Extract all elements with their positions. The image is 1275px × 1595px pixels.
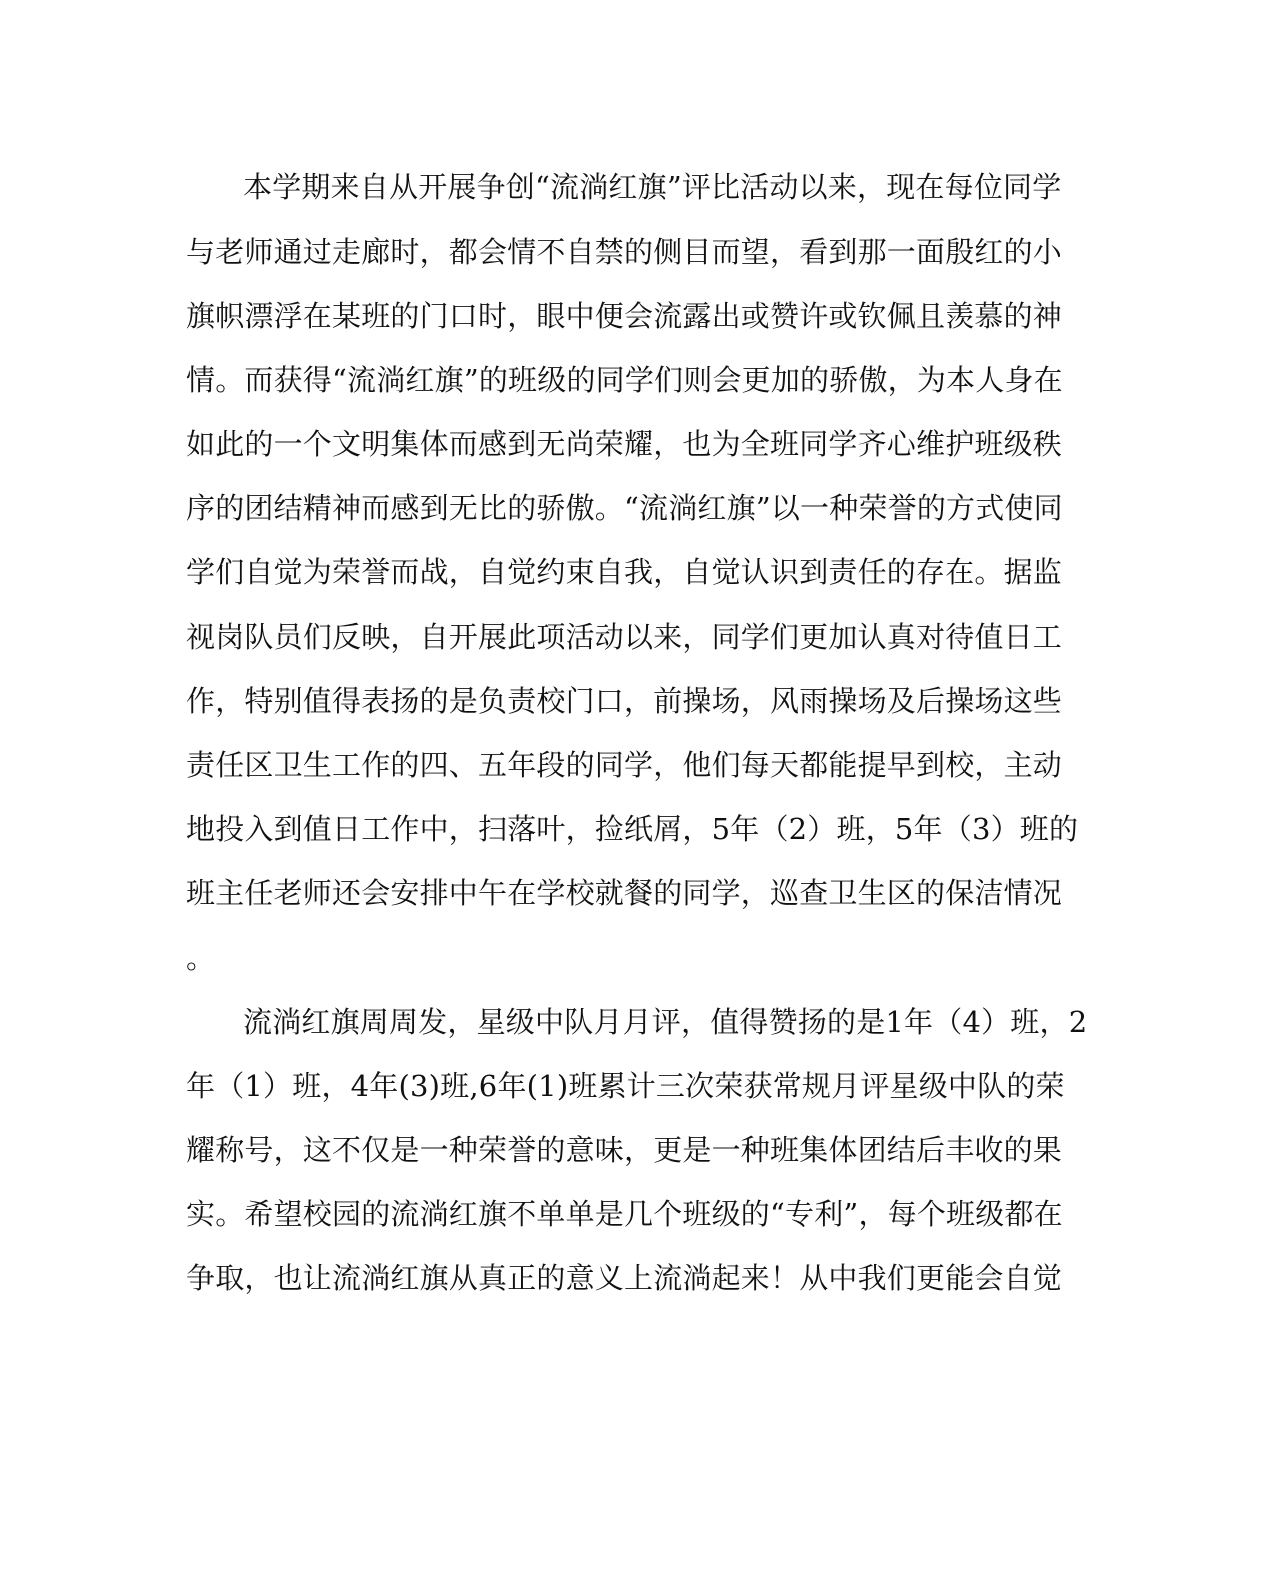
paragraph-1-line-8: 视岗队员们反映，自开展此项活动以来，同学们更加认真对待值日工 <box>186 620 1063 654</box>
paragraph-1-line-13: 。 <box>186 941 216 975</box>
paragraph-2-line-1: 流淌红旗周周发，星级中队月月评，值得赞扬的是1年（4）班，2 <box>243 1005 1088 1039</box>
paragraph-1-line-10: 责任区卫生工作的四、五年段的同学，他们每天都能提早到校，主动 <box>186 748 1063 782</box>
paragraph-1-line-9: 作，特别值得表扬的是负责校门口，前操场，风雨操场及后操场这些 <box>186 684 1063 718</box>
paragraph-2-line-2: 年（1）班，4年(3)班,6年(1)班累计三次荣获常规月评星级中队的荣 <box>186 1069 1065 1103</box>
paragraph-1-line-11: 地投入到值日工作中，扫落叶，捡纸屑，5年（2）班，5年（3）班的 <box>186 812 1079 846</box>
paragraph-1-line-5: 如此的一个文明集体而感到无尚荣耀，也为全班同学齐心维护班级秩 <box>186 427 1063 461</box>
paragraph-2-line-5: 争取，也让流淌红旗从真正的意义上流淌起来！从中我们更能会自觉 <box>186 1261 1063 1295</box>
paragraph-2-line-4: 实。希望校园的流淌红旗不单单是几个班级的“专利”，每个班级都在 <box>186 1197 1063 1231</box>
paragraph-1-line-12: 班主任老师还会安排中午在学校就餐的同学，巡查卫生区的保洁情况 <box>186 876 1063 910</box>
paragraph-1-line-2: 与老师通过走廊时，都会情不自禁的侧目而望，看到那一面殷红的小 <box>186 235 1063 269</box>
paragraph-1-line-4: 情。而获得“流淌红旗”的班级的同学们则会更加的骄傲，为本人身在 <box>186 363 1063 397</box>
paragraph-2-line-3: 耀称号，这不仅是一种荣誉的意味，更是一种班集体团结后丰收的果 <box>186 1133 1063 1167</box>
paragraph-1-line-1: 本学期来自从开展争创“流淌红旗”评比活动以来，现在每位同学 <box>243 170 1062 204</box>
paragraph-1-line-3: 旗帜漂浮在某班的门口时，眼中便会流露出或赞许或钦佩且羡慕的神 <box>186 299 1063 333</box>
paragraph-1-line-6: 序的团结精神而感到无比的骄傲。“流淌红旗”以一种荣誉的方式使同 <box>186 491 1063 525</box>
paragraph-1-line-7: 学们自觉为荣誉而战，自觉约束自我，自觉认识到责任的存在。据监 <box>186 555 1063 589</box>
